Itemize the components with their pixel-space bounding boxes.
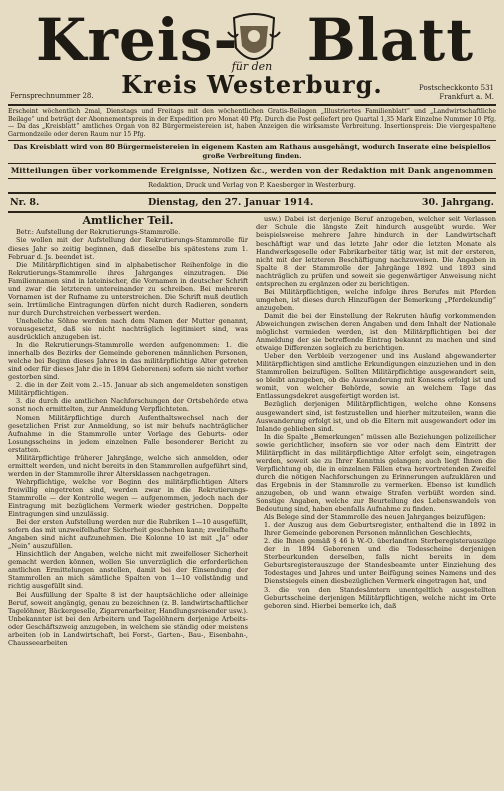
paragraph: Hinsichtlich der Angaben, welche nicht mit zweifelloser Sicherheit gemacht werden können, wollen Sie unverzüglich die erforderlichen amtlichen Ermittelungen anstellen, damit bei der Einsendung der Stammrollen an mich sämtliche Spalten von 1—10 vollständig und richtig ausgefüllt sind. (8, 550, 248, 591)
postcheck-line2: Frankfurt a. M. (439, 93, 494, 101)
paragraph: Als Belege sind der Stammrolle des neuen Jahrganges beizufügen: (264, 513, 486, 522)
subscription-text: Erscheint wöchentlich 2mal, Dienstags und Freitags mit den wöchentlichen Gratis-Beilagen „Illustriertes Familienblatt“ und „Landwirtschaftliche Beilage“ und beträgt der Abonnementspreis in der Expedition pro Monat 40 Pfg. Durch die Post geliefert pro Quartal 1,35 Mark Einzelne Nummer 10 Pfg. — Da das „Kreisblatt“ amtliches Organ von 82 Bürgermeistereien ist, haben Anzeigen die wirksamste Verbreitung. Insertionspreis: Die viergespaltene Garmondzeile oder deren Raum nur 15 Pfg. (8, 108, 496, 138)
paragraph: Militärpflichtige früherer Jahrgänge, welche sich anmelden, oder ermittelt werden, und nicht bereits in den Stammrollen aufgeführt sind, werden in der Stammrolle ihrer Altersklassen nachgetragen. (8, 453, 249, 478)
divider (8, 178, 496, 179)
paragraph: 3. die durch die amtlichen Nachforschungen der Ortsbehörde etwa sonst noch ermittelten, zur Anmeldung Verpflichteten. (8, 397, 248, 414)
issue-year: 30. Jahrgang. (421, 197, 494, 209)
notice: Das Kreisblatt wird von 80 Bürgermeistereien in eigenem Kasten am Rathaus ausgehängt, wodurch Inserate eine beispiellos große Verbreitung finden. (13, 143, 491, 161)
paragraph: 2. die in der Zeit vom 2.–15. Januar ab sich angemeldeten sonstigen Militärpflichtigen. (8, 381, 248, 398)
divider (8, 163, 496, 164)
divider (8, 104, 496, 106)
divider (8, 192, 496, 194)
issue-number: Nr. 8. (10, 197, 40, 209)
divider (8, 140, 496, 141)
paragraph: Bei Militärpflichtigen, welche infolge ihres Berufes mit Pferden umgehen, ist dieses durch Hinzufügen der Bemerkung „Pferdekundig“ anzugeben. (256, 287, 496, 312)
masthead (8, 6, 496, 102)
list-item: 3. die von den Standesämtern unentgeltlich ausgestellten Geburtsscheine derjenigen Militärpflichtigen, welche nicht im Orte geboren sind. Hierbei bemerke ich, daß (264, 585, 496, 610)
for-the: für den (231, 60, 273, 73)
article-columns (8, 215, 496, 646)
paragraph: Nomen Militärpflichtige durch Aufenthaltswechsel nach der gesetzlichen Frist zur Anmeldung, so ist mir behufs nachträglicher Aufnahme in die Stammrolle unter Vorlage des Geburts- oder Losungsscheins in jedem einzelnen Falle besonderer Bericht zu erstatten. (8, 413, 248, 454)
imprint: Redaktion, Druck und Verlag von P. Kaesberger in Westerburg. (148, 181, 356, 190)
postcheck-account (419, 84, 494, 102)
list-item: 2. die Ihnen gemäß § 46 b W.-O. überlandten Sterberegisterauszüge der in 1894 Geborenen und die Todesscheine derjenigen Sterbeurkunden derselben, falls nicht bereits in dem Geburtsregisterauszuge der Standesbeamte unter Einziehung des Todestages und Jahres und unter Beifügung seines Namens und des Dienstsiegels einen diesbezüglichen Vermerk eingetragen hat, und (264, 537, 496, 586)
title-right: Blatt (306, 6, 474, 74)
editorial-notice: Mitteilungen über vorkommende Ereignisse, Notizen &c., werden von der Redaktion mit Dank angenommen (10, 166, 494, 176)
list-item: 1. der Auszug aus dem Geburtsregister, enthaltend die in 1892 in Ihrer Gemeinde geborenen Personen männlichen Geschlechts, (264, 521, 496, 538)
paragraph: Wehrpflichtige, welche vor Beginn des militärpflichtigen Alters freiwillig eingetreten sind, werden zwar in die Rekrutierungs-Stammrolle — der Kontrolle wegen — aufgenommen, jedoch nach der Eintragung mit bezüglichem Vermerk wieder gestrichen. Doppelte Eintragungen sind unzulässig. (8, 477, 248, 519)
paragraph: Betr.: Aufstellung der Rekrutierungs-Stammrolle. (16, 228, 181, 237)
paragraph: In die Rekrutierungs-Stammrolle werden aufgenommen: 1. die innerhalb des Bezirks der Gemeinde geborenen männlichen Personen, welche bei Beginn dieses Jahres in das militärpflichtige Alter getreten sind oder für dieses Jahr die in 1894 Geborenen) sofern sie nicht vorher gestorben sind. (8, 341, 248, 382)
postcheck-line1: Postscheckkonto 531 (419, 84, 494, 92)
paragraph: Ueber den Verbleib verzogener und ins Ausland abgewanderter Militärpflichtigen sind amtliche Erkundigungen einzuziehen und in den Stammrollen beizufügen. Sollten Militärpflichtige ausgewandert sein, so bleibt anzugeben, ob die Auswanderung mit Konsens erfolgt ist und womit, von welcher Behörde, sowie an welchem Tage das Entlassungsdekret ausgefertigt worden ist. (256, 352, 496, 401)
right-column (256, 215, 496, 646)
issue-bar (8, 196, 496, 209)
section-title: Amtlicher Teil. (82, 214, 174, 228)
divider (8, 211, 496, 213)
paragraph: Damit die bei der Einstellung der Rekruten häufig vorkommenden Abweichungen zwischen deren Angaben und dem Inhalt der Nationale möglichst vermieden werden, ist den Militärpflichtigen bei der Anmeldung der sie betreffende Eintrag bekannt zu machen und sind etwaige Differenzen sogleich zu berichtigen. (256, 311, 496, 353)
left-column (8, 215, 248, 646)
issue-date: Dienstag, den 27. Januar 1914. (147, 197, 314, 209)
paragraph: Sie wollen mit der Aufstellung der Rekrutierungs-Stammrolle für dieses Jahr so zeitig beginnen, daß dieselbe bis spätestens zum 1. Februar d. Js. beendet ist. (8, 236, 248, 261)
paragraph: usw.) Dabei ist derjenige Beruf anzugeben, welcher seit Verlassen der Schule die längste Zeit hindurch ausgeübt wurde. Wer beispielsweise mehrere Jahre hindurch in der Landwirtschaft beschäftigt war und das letzte Jahr oder die letzten Monate als Handwerksgeselle oder Fabrikarbeiter tätig war, ist mit der ersteren, nicht mit der letzteren Beschäftigung nachzuweisen. Die Angaben in Spalte 8 der Stammrolle der Jahrgänge 1892 und 1893 sind nachträglich zu prüfen und soweit sie gegenwärtiger Anweisung nicht entsprechen zu ergänzen oder zu berichtigen. (256, 215, 496, 288)
district-name: Kreis Westerburg. (121, 70, 383, 99)
paragraph: In die Spalte „Bemerkungen“ müssen alle Beziehungen polizeilicher sowie gerichtlicher, insofern sie vor oder nach dem Eintritt der Militärpflicht in das militärpflichtige Alter erfolgt sein, eingetragen werden, soweit sie zu Ihrer Kenntnis gelangen; auch liegt Ihnen die Verpflichtung ob, die in einzelnen Fällen etwa hervortretenden Zweifel durch die nötigen Nachforschungen zu Erinnerungen aufzuklären und das Ergebnis in der Stammrolle zu vermerken. Ebenso ist kundlich anzugeben, ob und wann etwaige Strafen verbüßt worden sind. Sonstige Angaben, welche zur Beurteilung des Lebenswandels von Bedeutung sind, haben ebenfalls Aufnahme zu finden. (256, 432, 496, 514)
title-left: Kreis- (36, 6, 239, 74)
paragraph: Uneheliche Söhne werden nach dem Namen der Mutter genannt, vorausgesetzt, daß sie nicht nachträglich legitimiert sind, was ausdrücklich anzugeben ist. (8, 316, 248, 342)
paragraph: Die Militärpflichtigen sind in alphabetischer Reihenfolge in die Rekrutierungs-Stammrolle ihres Jahrganges einzutragen. Die Familiennamen sind in lateinischer, die Vornamen in deutscher Schrift und zwar die letzteren untereinander zu schreiben. Bei mehreren Vornamen ist der Rufname zu unterstreichen. Die Schrift muß deutlich sein. Irrtümliche Eintragungen dürfen nicht durch Radieren, sondern nur durch Durchstreichen verbessert werden. (8, 260, 248, 317)
phone-number: Fernsprechnummer 28. (10, 92, 94, 100)
paragraph: Bei Ausfüllung der Spalte 8 ist der hauptsächliche oder alleinige Beruf, soweit angängig, genau zu bezeichnen (z. B. landwirtschaftlicher Tagelöhner, Bäckergeselle, Zigarrenarbeiter, Handlungsreisender usw.). Unbekannter ist bei den Arbeitern und Tagelöhnern derjenige Arbeits- oder Geschäftszweig anzugeben, in welchem sie ständig oder meistens arbeiten (ob in Landwirtschaft, bei Forst-, Garten-, Bau-, Eisenbahn-, Chausseearbeiten (8, 590, 249, 647)
paragraph: Bezüglich derjenigen Militärpflichtigen, welche ohne Konsens ausgewandert sind, ist festzustellen und hierher mitzuteilen, wann die Auswanderung erfolgt ist, und ob die Eltern mit ausgewandert oder im Inlande geblieben sind. (256, 400, 496, 433)
paragraph: Bei der ersten Aufstellung werden nur die Rubriken 1—10 ausgefüllt, sofern das mit unzweifelhafter Sicherheit geschehen kann; zweifelhafte Angaben sind nicht aufzunehmen. Die Kolonne 10 ist mit „Ja“ oder „Nein“ auszufüllen. (8, 518, 248, 551)
